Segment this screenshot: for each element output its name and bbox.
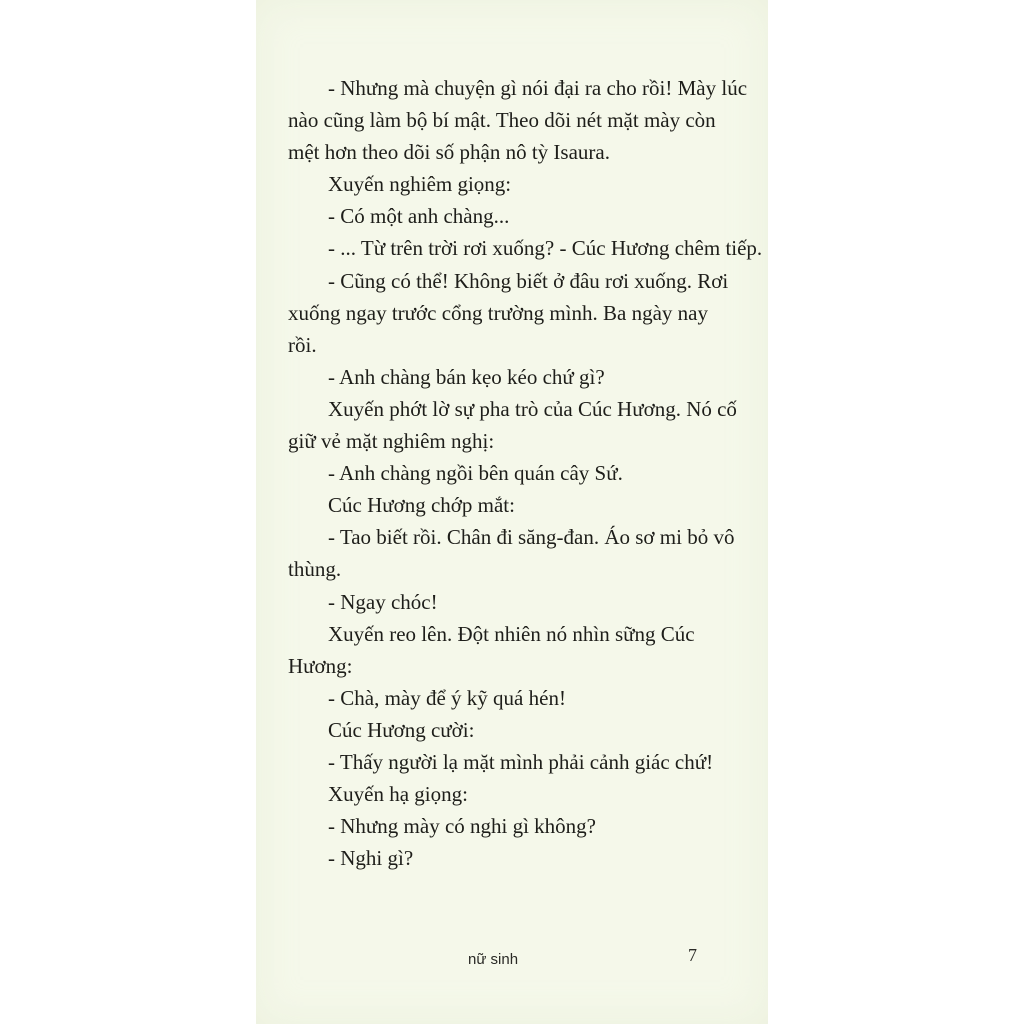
text-line: thùng.: [288, 557, 342, 582]
running-footer-title: nữ sinh: [468, 951, 519, 968]
text-line: - Nghi gì?: [328, 846, 414, 871]
text-line: Hương:: [288, 653, 353, 678]
text-line: mệt hơn theo dõi số phận nô tỳ Isaura.: [288, 140, 610, 165]
text-line: - Có một anh chàng...: [328, 204, 510, 229]
text-line: - Ngay chóc!: [328, 589, 438, 614]
text-line: - Anh chàng bán kẹo kéo chứ gì?: [328, 364, 605, 389]
page-number: 7: [688, 945, 697, 965]
text-line: - Thấy người lạ mặt mình phải cảnh giác chứ!: [328, 749, 714, 774]
text-line: nào cũng làm bộ bí mật. Theo dõi nét mặt mày còn: [288, 108, 716, 133]
text-line: - Anh chàng ngồi bên quán cây Sứ.: [328, 461, 623, 486]
text-line: - ... Từ trên trời rơi xuống? - Cúc Hương chêm tiếp.: [328, 236, 763, 261]
text-line: Cúc Hương chớp mắt:: [328, 493, 515, 518]
book-page: [256, 0, 768, 1024]
text-line: xuống ngay trước cổng trường mình. Ba ngày nay: [288, 300, 708, 325]
page-text: [288, 72, 763, 874]
text-line: - Tao biết rồi. Chân đi săng-đan. Áo sơ mi bỏ vô: [328, 525, 735, 550]
text-line: - Cũng có thể! Không biết ở đâu rơi xuống. Rơi: [328, 268, 729, 293]
text-line: giữ vẻ mặt nghiêm nghị:: [288, 429, 495, 454]
text-line: - Nhưng mà chuyện gì nói đại ra cho rồi! Mày lúc: [328, 76, 748, 100]
text-line: Xuyến hạ giọng:: [328, 782, 468, 807]
text-line: rồi.: [288, 332, 317, 357]
text-line: Cúc Hương cười:: [328, 717, 475, 742]
text-line: Xuyến reo lên. Đột nhiên nó nhìn sững Cúc: [328, 621, 695, 646]
text-line: - Nhưng mày có nghi gì không?: [328, 814, 597, 839]
text-line: Xuyến phớt lờ sự pha trò của Cúc Hương. Nó cố: [328, 396, 737, 421]
text-line: Xuyến nghiêm giọng:: [328, 172, 512, 197]
text-line: - Chà, mày để ý kỹ quá hén!: [328, 685, 566, 710]
